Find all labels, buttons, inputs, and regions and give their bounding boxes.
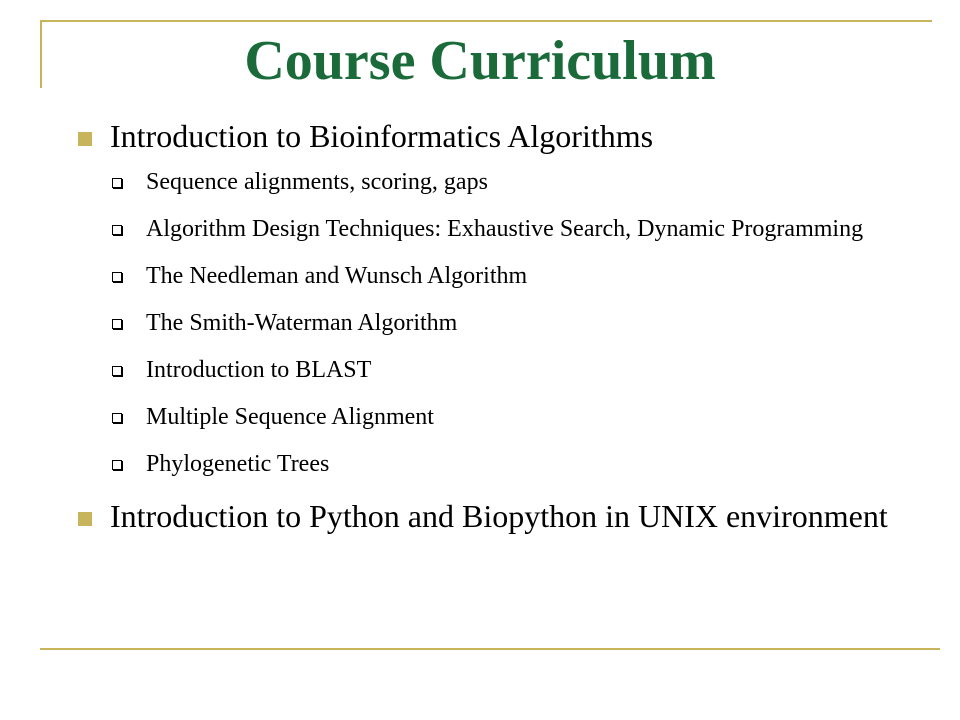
hollow-square-bullet-icon — [112, 413, 122, 423]
sub-bullet-text: Sequence alignments, scoring, gaps — [146, 169, 488, 195]
sub-bullet-item — [76, 168, 916, 196]
square-bullet-icon — [78, 132, 92, 146]
sub-bullet-item — [76, 262, 916, 290]
sub-bullet-text: Multiple Sequence Alignment — [146, 404, 434, 430]
sub-bullet-item — [76, 309, 916, 337]
bullet-text: Introduction to Bioinformatics Algorithms — [110, 118, 654, 154]
hollow-square-bullet-icon — [112, 272, 122, 282]
sub-bullet-item — [76, 403, 916, 431]
hollow-square-bullet-icon — [112, 460, 122, 470]
sub-bullet-text: Algorithm Design Techniques: Exhaustive Search, Dynamic Programming — [146, 216, 864, 242]
bottom-border-line — [40, 648, 940, 650]
bullet-item-python — [76, 498, 916, 534]
sub-bullet-text: Introduction to BLAST — [146, 357, 372, 383]
sub-bullet-item — [76, 215, 916, 243]
hollow-square-bullet-icon — [112, 319, 122, 329]
hollow-square-bullet-icon — [112, 366, 122, 376]
sub-bullet-text: Phylogenetic Trees — [146, 451, 330, 477]
bullet-item-algorithms — [76, 118, 916, 154]
sub-bullet-item — [76, 356, 916, 384]
bullet-list — [76, 118, 916, 534]
top-border-line — [40, 20, 932, 22]
slide-title: Course Curriculum — [244, 30, 716, 92]
bullet-text: Introduction to Python and Biopython in UNIX environment — [110, 498, 888, 534]
hollow-square-bullet-icon — [112, 225, 122, 235]
sub-bullet-text: The Smith-Waterman Algorithm — [146, 310, 458, 336]
hollow-square-bullet-icon — [112, 178, 122, 188]
sub-bullet-item — [76, 450, 916, 478]
square-bullet-icon — [78, 512, 92, 526]
sub-bullet-text: The Needleman and Wunsch Algorithm — [146, 263, 528, 289]
sub-bullet-list — [76, 168, 916, 478]
